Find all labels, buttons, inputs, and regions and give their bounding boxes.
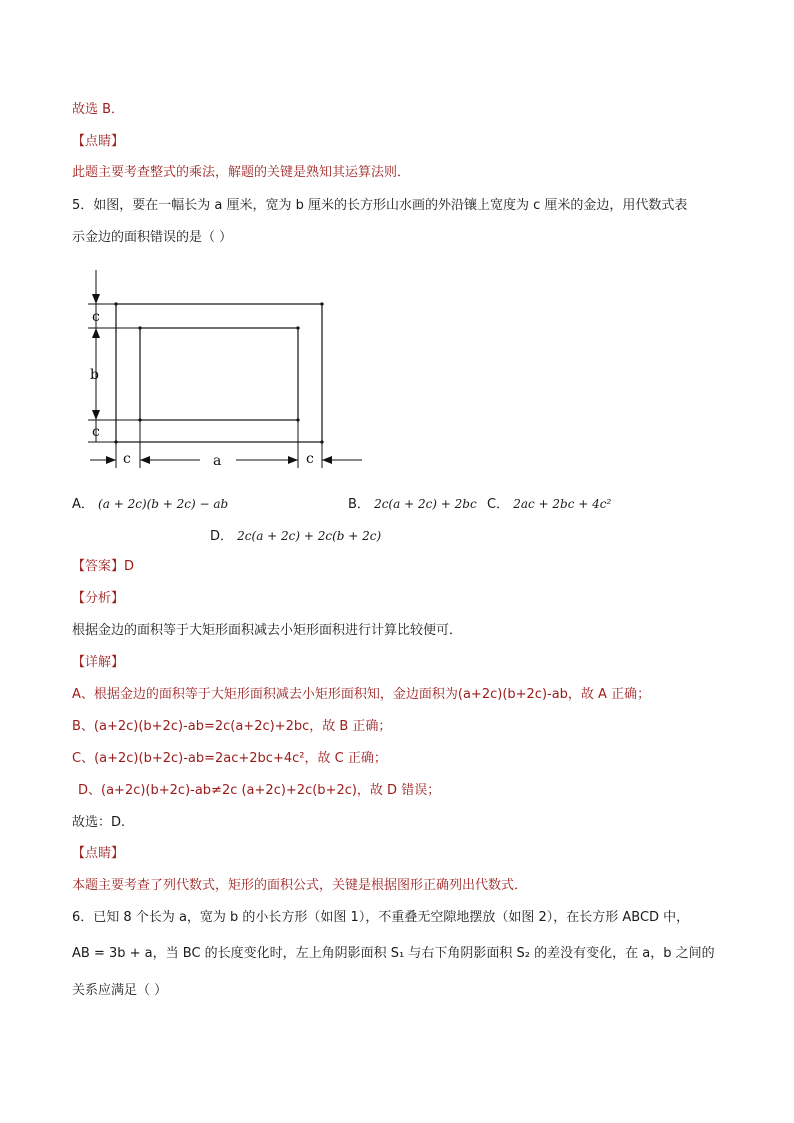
option-c: C． 2ac + 2bc + 4c² — [487, 497, 612, 512]
label-c-left: c — [123, 451, 131, 467]
arrow-down-icon — [92, 294, 100, 304]
arrow-down-icon — [92, 410, 100, 420]
option-c-expr: 2ac + 2bc + 4c² — [513, 497, 612, 511]
q5-stem-line2: 示金边的面积错误的是（ ） — [72, 230, 233, 245]
arrow-left-icon — [322, 456, 332, 464]
inner-rectangle — [140, 328, 298, 420]
frame-diagram — [86, 268, 376, 478]
q5-conclusion: 故选：D. — [72, 815, 126, 830]
option-a: A． (a + 2c)(b + 2c) − ab — [72, 497, 229, 512]
q6-stem-line2: AB = 3b + a，当 BC 的长度变化时，左上角阴影面积 S₁ 与右下角阴影面积 S₂ 的差没有变化，在 a，b 之间的 — [72, 946, 715, 961]
detail-tag: 【详解】 — [72, 655, 125, 670]
analysis-tag: 【分析】 — [72, 591, 125, 606]
arrow-right-icon — [106, 456, 116, 464]
label-c-right: c — [306, 451, 314, 467]
arrow-up-icon — [92, 328, 100, 338]
answer-tag: 【答案】 — [72, 559, 125, 574]
option-d: D． 2c(a + 2c) + 2c(b + 2c) — [210, 529, 382, 544]
q5-comment-text: 本题主要考查了列代数式，矩形的面积公式，关键是根据图形正确列出代数式． — [72, 878, 528, 893]
detail-a: A、根据金边的面积等于大矩形面积减去小矩形面积知，金边面积为(a+2c)(b+2c)-ab，故 A 正确； — [72, 687, 651, 702]
label-a: a — [213, 453, 222, 469]
option-d-expr: 2c(a + 2c) + 2c(b + 2c) — [237, 529, 382, 543]
q5-comment-tag: 【点睛】 — [72, 846, 125, 861]
q6-stem-line1: 6．已知 8 个长为 a，宽为 b 的小长方形（如图 1），不重叠无空隙地摆放（如图 2），在长方形 ABCD 中， — [72, 910, 690, 925]
prev-comment-text: 此题主要考查整式的乘法，解题的关键是熟知其运算法则． — [72, 165, 411, 180]
prev-conclusion: 故选 B． — [72, 102, 125, 117]
answer-line — [72, 558, 134, 576]
option-b: B． 2c(a + 2c) + 2bc — [348, 497, 477, 512]
label-c-bottom: c — [92, 424, 100, 440]
prev-comment-tag: 【点睛】 — [72, 134, 125, 149]
q5-stem-line1: 5．如图，要在一幅长为 a 厘米，宽为 b 厘米的长方形山水画的外沿镶上宽度为 c 厘米的金边，用代数式表 — [72, 198, 688, 213]
detail-c: C、(a+2c)(b+2c)-ab=2ac+2bc+4c²，故 C 正确； — [72, 751, 387, 766]
arrow-left-icon — [140, 456, 150, 464]
answer-value: D — [124, 559, 135, 574]
corner-dots — [114, 302, 323, 443]
arrow-right-icon — [288, 456, 298, 464]
outer-rectangle — [116, 304, 322, 442]
option-b-expr: 2c(a + 2c) + 2bc — [374, 497, 477, 511]
detail-b: B、(a+2c)(b+2c)-ab=2c(a+2c)+2bc，故 B 正确； — [72, 719, 392, 734]
analysis-text: 根据金边的面积等于大矩形面积减去小矩形面积进行计算比较便可． — [72, 623, 463, 638]
q6-stem-line3: 关系应满足（ ） — [72, 983, 168, 998]
label-b: b — [90, 367, 99, 383]
option-a-expr: (a + 2c)(b + 2c) − ab — [98, 497, 229, 511]
label-c-top: c — [92, 309, 100, 325]
detail-d: D、(a+2c)(b+2c)-ab≠2c (a+2c)+2c(b+2c)，故 D 错误； — [78, 783, 441, 798]
